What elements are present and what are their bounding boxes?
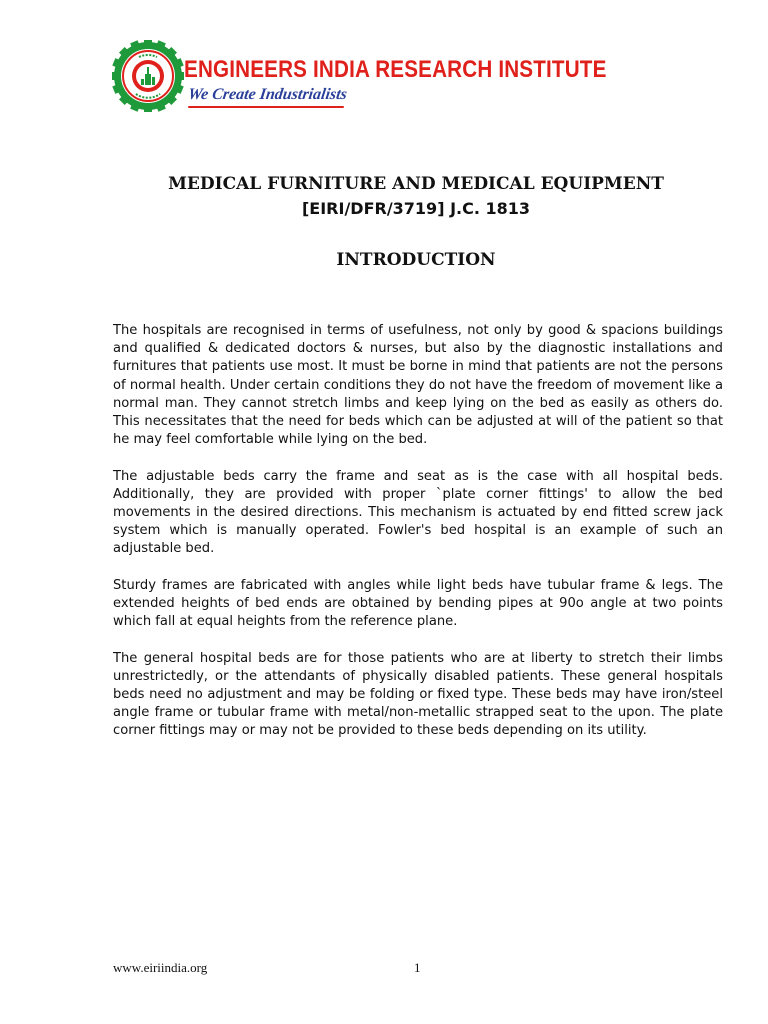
document-code: [EIRI/DFR/3719] J.C. 1813 <box>301 199 531 218</box>
institute-seal-logo <box>112 40 184 112</box>
paragraph: The adjustable beds carry the frame and seat as is the case with all hospital beds. Additionally, they are provided with proper `plate corner fittings' to allow the bed movements in the desired directions. This mechanism is actuated by end fitted screw jack system which is manually operated. Fowler's bed hospital is an example of such an adjustable bed. <box>113 468 723 557</box>
paragraph: Sturdy frames are fabricated with angles while light beds have tubular frame & legs. The extended heights of bed ends are obtained by bending pipes at 90o angle at two points which fall at equal heights from the reference plane. <box>113 577 723 630</box>
section-heading: INTRODUCTION <box>336 250 496 270</box>
header <box>112 40 607 122</box>
tagline-underline <box>188 106 344 108</box>
brand-tagline: We Create Industrialists <box>186 86 349 103</box>
document-title: MEDICAL FURNITURE AND MEDICAL EQUIPMENT <box>168 174 664 194</box>
body-text <box>113 322 723 759</box>
paragraph: The general hospital beds are for those patients who are at liberty to stretch their limbs unrestrictedly, or the attendants of physically disabled patients. These general hospitals beds need no adjustment and may be folding or fixed type. These beds may have iron/steel angle frame or tubular frame with metal/non-metallic strapped seat to the upon. The plate corner fittings may or may not be provided to these beds depending on its utility. <box>113 650 723 739</box>
brand-name: ENGINEERS INDIA RESEARCH INSTITUTE <box>184 56 607 83</box>
paragraph: The hospitals are recognised in terms of usefulness, not only by good & spacions buildings and qualified & dedicated doctors & nurses, but also by the diagnostic installations and furnitures that patients use most. It must be borne in mind that patients are not the persons of normal health. Under certain conditions they do not have the freedom of movement like a normal man. They cannot stretch limbs and keep lying on the bed as easily as others do. This necessitates that the need for beds which can be adjusted at will of the patient so that he may feel comfortable while lying on the bed. <box>113 323 723 448</box>
footer-page-number: 1 <box>414 960 421 975</box>
footer-website-url: www.eiriindia.org <box>113 960 208 975</box>
